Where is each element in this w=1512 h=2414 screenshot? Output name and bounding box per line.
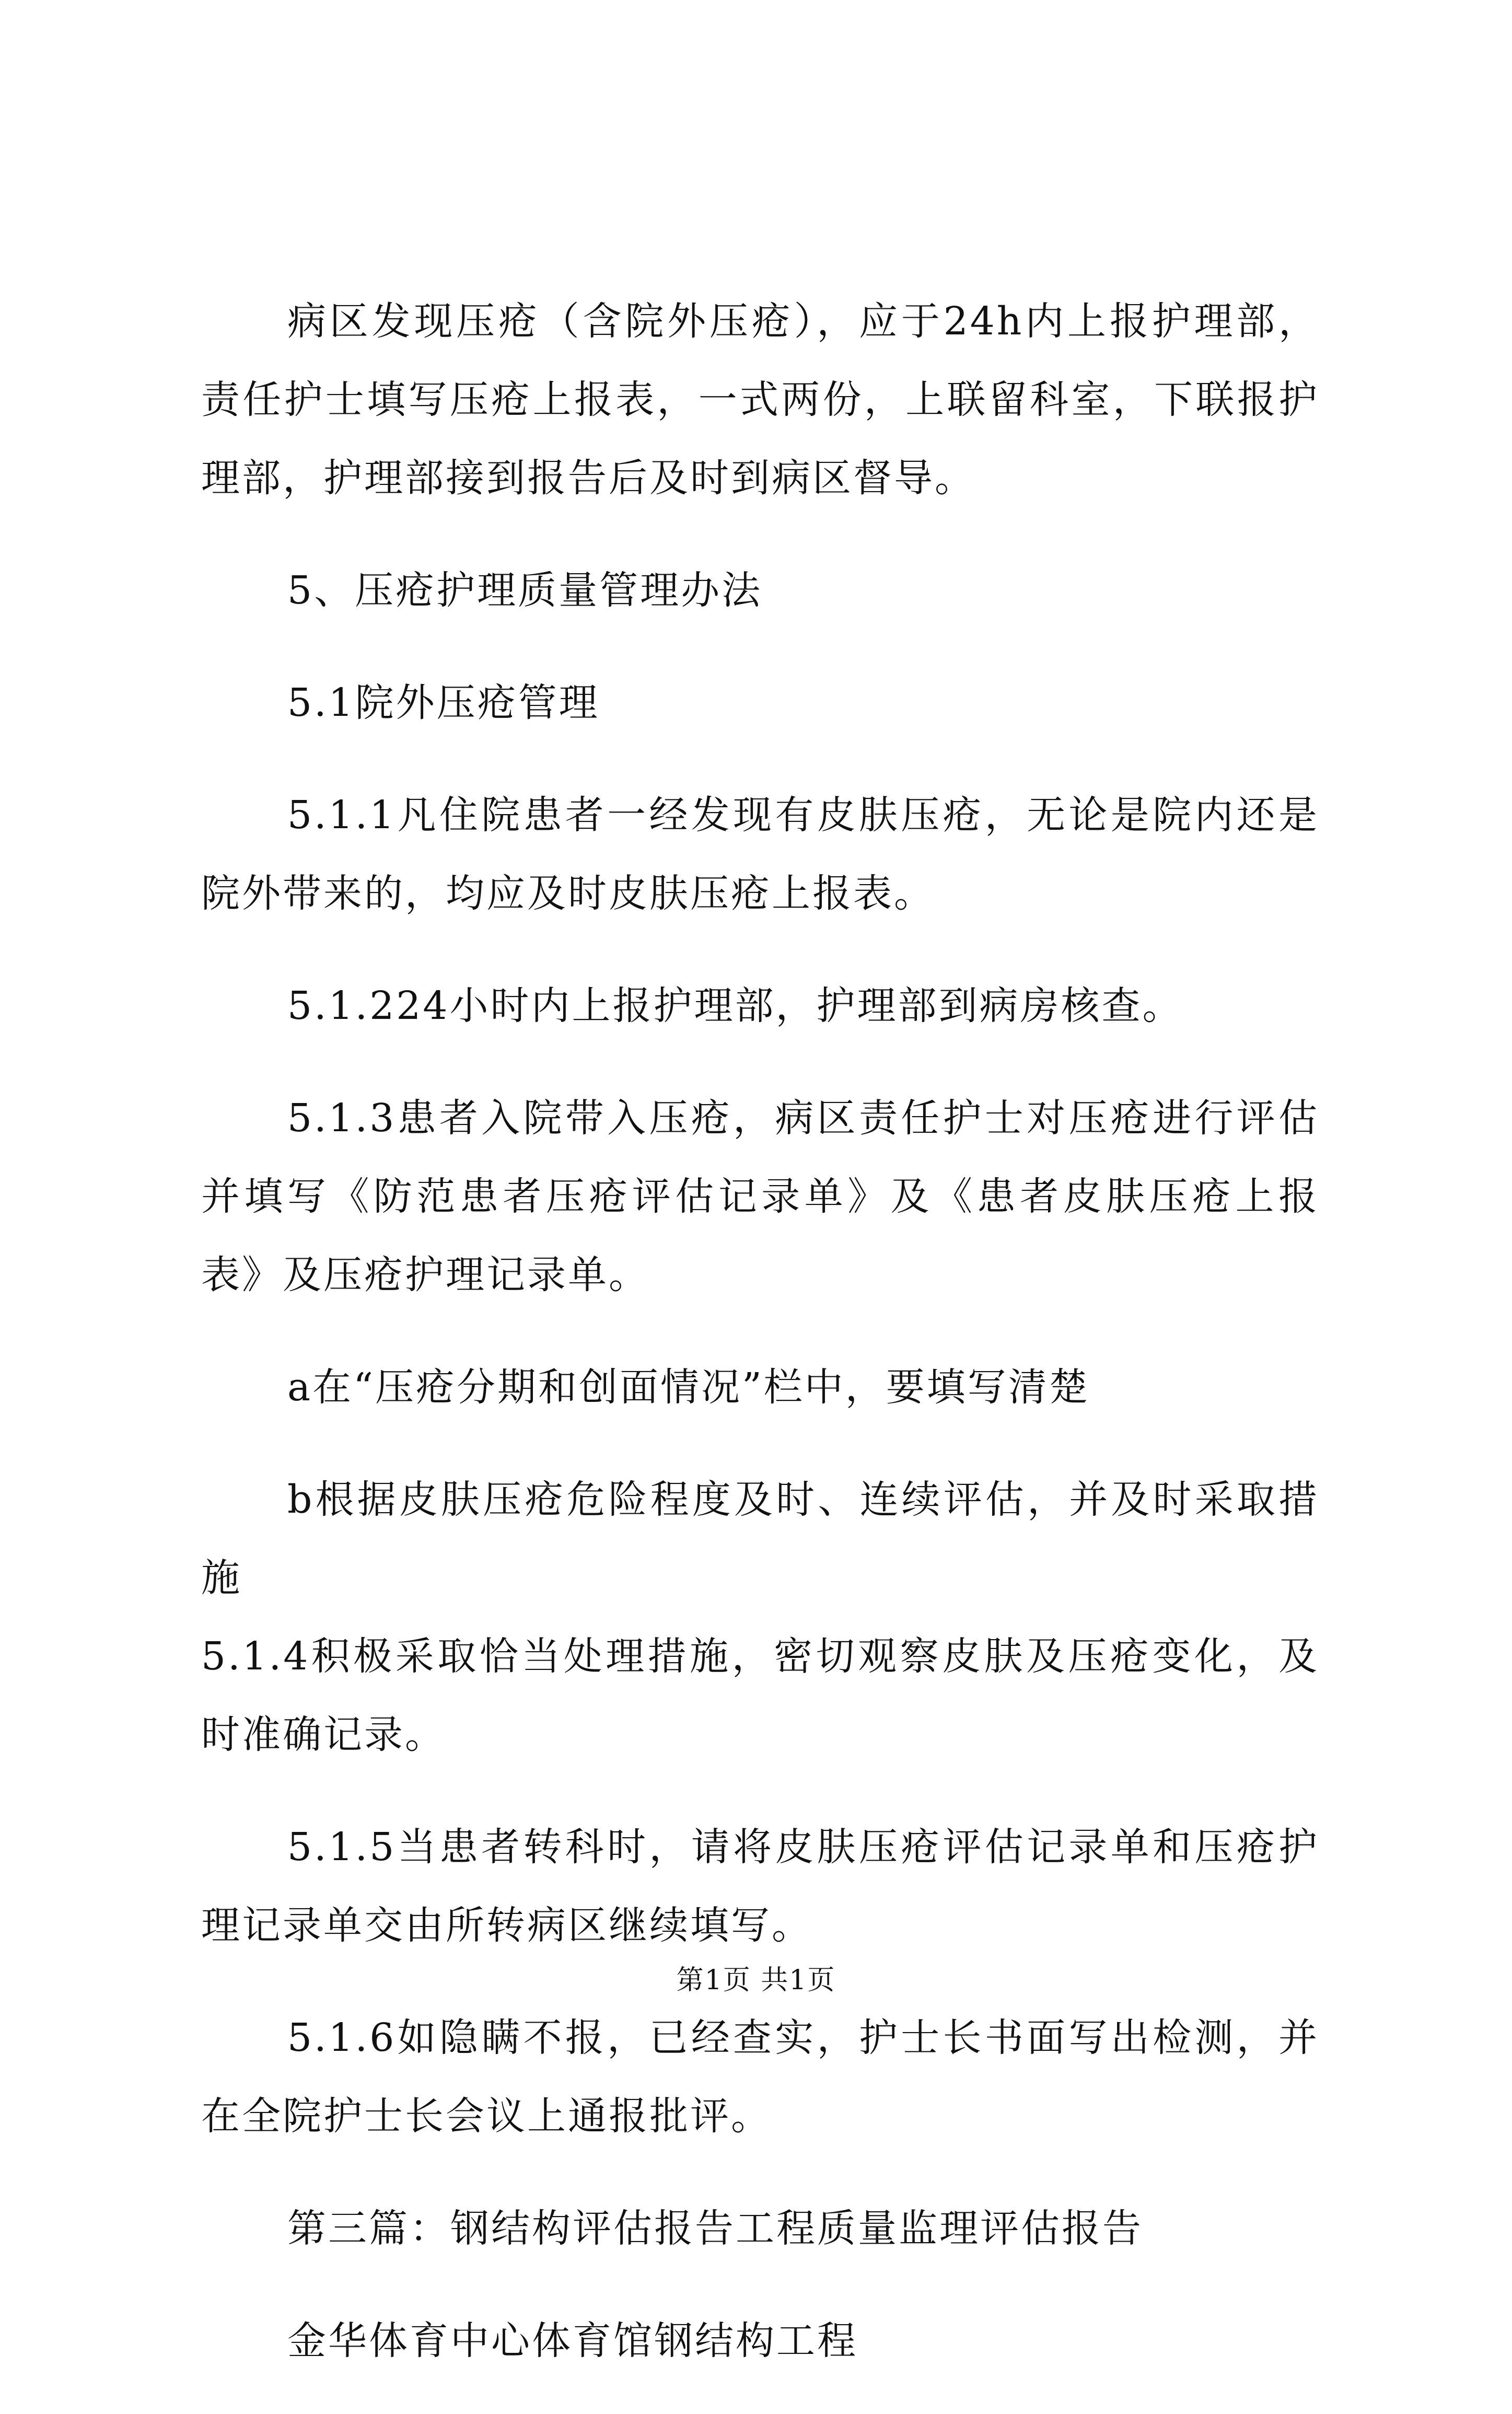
paragraph-item-b: b根据皮肤压疮危险程度及时、连续评估，并及时采取措施	[201, 1477, 1319, 1600]
paragraph-5-1-1: 5.1.1凡住院患者一经发现有皮肤压疮，无论是院内还是院外带来的，均应及时皮肤压疮上报表。	[201, 793, 1319, 916]
paragraph-5-1-6: 5.1.6如隐瞒不报，已经查实，护士长书面写出检测，并在全院护士长会议上通报批评。	[201, 2015, 1319, 2139]
paragraph-report-procedure: 病区发现压疮（含院外压疮），应于24h内上报护理部，责任护士填写压疮上报表，一式两份，上联留科室，下联报护理部，护理部接到报告后及时到病区督导。	[201, 299, 1319, 501]
paragraph-item-a: a在“压疮分期和创面情况”栏中，要填写清楚	[287, 1365, 1090, 1410]
paragraph-5-1-3: 5.1.3患者入院带入压疮，病区责任护士对压疮进行评估并填写《防范患者压疮评估记录单》及《患者皮肤压疮上报表》及压疮护理记录单。	[201, 1096, 1319, 1297]
heading-part-three: 第三篇：钢结构评估报告工程质量监理评估报告	[287, 2206, 1143, 2251]
document-body	[201, 282, 1319, 2414]
heading-section-5-1: 5.1院外压疮管理	[287, 680, 600, 725]
heading-section-5: 5、压疮护理质量管理办法	[287, 568, 763, 613]
page-number-footer: 第1页 共1页	[676, 1965, 836, 1996]
heading-project-name: 金华体育中心体育馆钢结构工程	[287, 2318, 858, 2363]
paragraph-5-1-2: 5.1.224小时内上报护理部，护理部到病房核查。	[287, 983, 1183, 1028]
paragraph-5-1-4: 5.1.4积极采取恰当处理措施，密切观察皮肤及压疮变化，及时准确记录。	[201, 1634, 1319, 1757]
paragraph-5-1-5: 5.1.5当患者转科时，请将皮肤压疮评估记录单和压疮护理记录单交由所转病区继续填写。	[201, 1825, 1319, 1948]
